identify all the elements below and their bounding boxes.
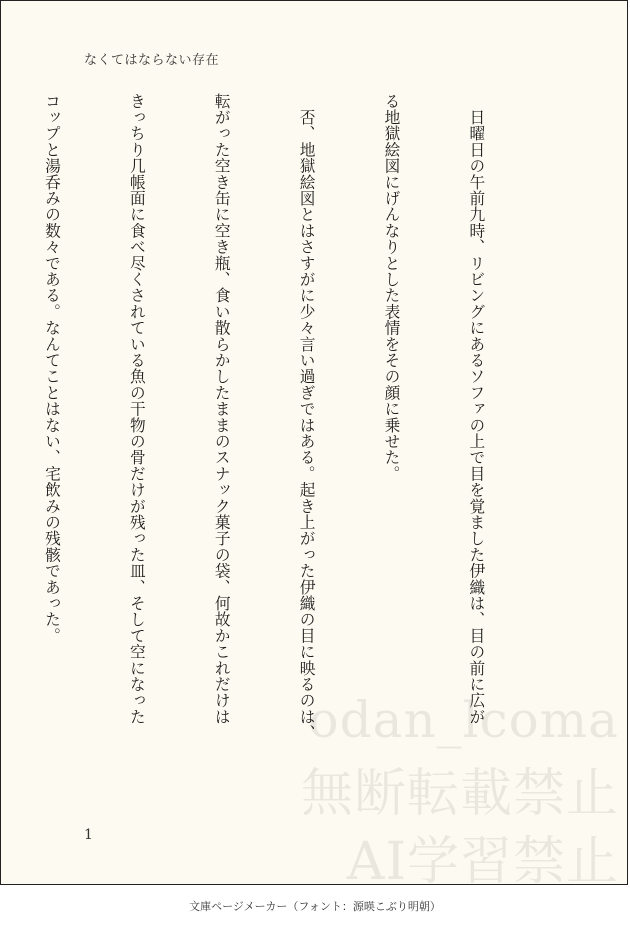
footer-credit: 文庫ページメーカー（フォント：源暎こぶり明朝） — [189, 900, 441, 913]
text-line: る地獄絵図にげんなりとした表情をその顔に乗せた。 — [382, 93, 402, 482]
watermark-no-ai-training: AI学習禁止 — [346, 832, 619, 885]
body-text — [0, 93, 547, 793]
text-line: コップと湯呑みの数々である。なんてことはない、宅飲みの残骸であった。 — [42, 93, 62, 644]
text-line: きっちり几帳面に食べ尽くされている魚の干物の骨だけが残った皿、そして空になった — [127, 93, 147, 725]
text-line: 否、地獄絵図とはさすがに少々言い過ぎではある。起き上がった伊織の目に映るのは、 — [297, 93, 317, 741]
running-head: なくてはならない存在 — [84, 53, 220, 68]
watermark-no-repost: 無断転載禁止 — [300, 764, 619, 824]
page-number: 1 — [84, 827, 93, 843]
text-line: 日曜日の午前九時、リビングにあるソファの上で目を覚ました伊織は、目の前に広が — [467, 93, 487, 725]
text-line: 転がった空き缶に空き瓶、食い散らかしたままのスナック菓子の袋、何故かこれだけは — [212, 93, 232, 725]
watermark-handle: odan_lcoma — [308, 691, 619, 749]
